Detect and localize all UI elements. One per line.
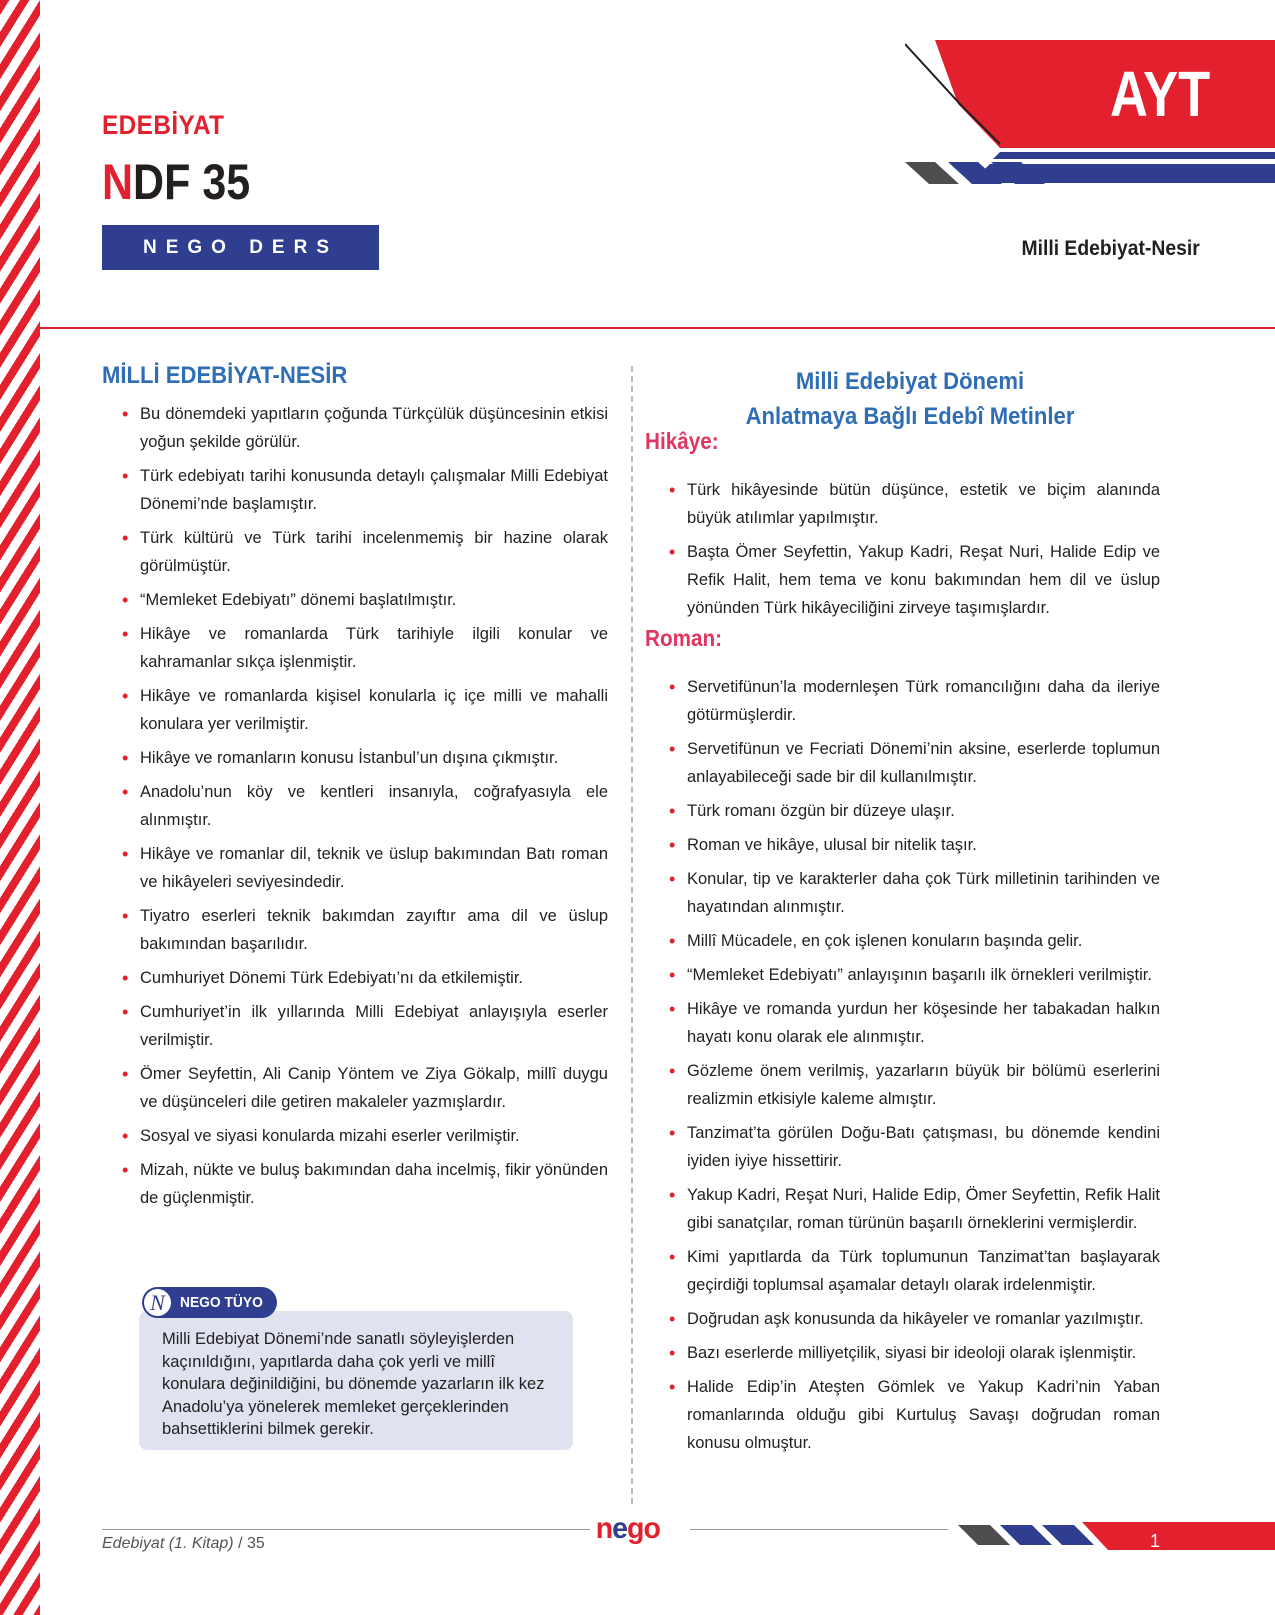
page-number: 1 [1150, 1531, 1161, 1551]
code-first-letter: N [102, 154, 134, 210]
exam-label: AYT [1110, 58, 1211, 130]
story-list [665, 476, 1160, 628]
footer-rule-right [690, 1529, 948, 1530]
ayt-header-graphic [905, 38, 1275, 198]
footer-rule-left [102, 1529, 590, 1530]
decorative-stripe-border [0, 0, 40, 1615]
subject-label: EDEBİYAT [102, 110, 225, 140]
list-item: • Türk kültürü ve Türk tarihi incelenmemiş bir hazine olarak görülmüştür. [118, 524, 608, 580]
nego-logo-icon: N [144, 1289, 171, 1316]
logo-part-e: e [612, 1512, 628, 1545]
code-rest: DF 35 [133, 154, 251, 210]
list-item: • Hikâye ve romanlarda kişisel konularla iç içe milli ve mahalli konulara yer verilmiştir. [118, 682, 608, 738]
list-item: • Bu dönemdeki yapıtların çoğunda Türkçülük düşüncesinin etkisi yoğun şekilde görülür. [118, 400, 608, 456]
left-column [118, 400, 608, 1218]
series-banner: NEGO DERS FÖYÜ [102, 225, 379, 270]
footer-book-number: 35 [246, 1535, 265, 1552]
list-item: • Sosyal ve siyasi konularda mizahi eserler verilmiştir. [118, 1122, 608, 1150]
list-item: • Hikâye ve romanların konusu İstanbul’un dışına çıkmıştır. [118, 744, 608, 772]
list-item: • Türk romanı özgün bir düzeye ulaşır. [665, 797, 1160, 825]
right-title-line1: Milli Edebiyat Dönemi [795, 368, 1025, 395]
list-item: • Hikâye ve romanlar dil, teknik ve üslup bakımından Batı roman ve hikâyeleri seviyesindedir. [118, 840, 608, 896]
list-item: • Yakup Kadri, Reşat Nuri, Halide Edip, Ömer Seyfettin, Refik Halit gibi sanatçılar, roman türünün başarılı örneklerini vermişlerdir. [665, 1181, 1160, 1237]
right-title [650, 364, 1170, 434]
list-item: • Doğrudan aşk konusunda da hikâyeler ve romanlar yazılmıştır. [665, 1305, 1160, 1333]
list-item: • Halide Edip’in Ateşten Gömlek ve Yakup Kadri’nin Yaban romanlarında olduğu gibi Kurtuluş Savaşı doğrudan roman konusu olmuştur. [665, 1373, 1160, 1457]
list-item: • Hikâye ve romanda yurdun her köşesinde her tabakadan halkın hayatı konu olarak ele alınmıştır. [665, 995, 1160, 1051]
logo-part-n: n [595, 1512, 613, 1545]
list-item: • “Memleket Edebiyatı” anlayışının başarılı ilk örnekleri verilmiştir. [665, 961, 1160, 989]
story-heading: Hikâye: [645, 428, 719, 454]
list-item: • Türk hikâyesinde bütün düşünce, estetik ve biçim alanında büyük atılımlar yapılmıştır. [665, 476, 1160, 532]
list-item: • Hikâye ve romanlarda Türk tarihiyle ilgili konular ve kahramanlar sıkça işlenmiştir. [118, 620, 608, 676]
footer-book-reference [102, 1535, 265, 1553]
list-item: • Millî Mücadele, en çok işlenen konuların başında gelir. [665, 927, 1160, 955]
left-heading: MİLLİ EDEBİYAT-NESİR [102, 362, 348, 389]
list-item: • Cumhuriyet’in ilk yıllarında Milli Edebiyat anlayışıyla eserler verilmiştir. [118, 998, 608, 1054]
list-item: • Tanzimat’ta görülen Doğu-Batı çatışması, bu dönemde kendini iyiden iyiye hissettirir. [665, 1119, 1160, 1175]
novel-list [665, 673, 1160, 1463]
list-item: • Tiyatro eserleri teknik bakımdan zayıftır ama dil ve üslup bakımından başarılıdır. [118, 902, 608, 958]
list-item: • Roman ve hikâye, ulusal bir nitelik taşır. [665, 831, 1160, 859]
list-item: • Konular, tip ve karakterler daha çok Türk milletinin tarihinden ve hayatından alınmıştır. [665, 865, 1160, 921]
column-divider [631, 366, 633, 1504]
tip-text: Milli Edebiyat Dönemi’nde sanatlı söyleyişlerden kaçınıldığını, yapıtlarda daha çok yerli ve millî konulara değinildiğini, bu dönemde yazarların ilk kez Anadolu’ya yönelerek memleket gerçeklerinden bahsettiklerini bilmek gerekir. [162, 1330, 545, 1438]
footer-graphic [955, 1522, 1275, 1562]
right-title-line2: Anlatmaya Bağlı Edebî Metinler [745, 403, 1075, 430]
novel-heading: Roman: [645, 625, 723, 651]
list-item: • Anadolu’nun köy ve kentleri insanıyla, coğrafyasıyla ele alınmıştır. [118, 778, 608, 834]
footer-book-title: Edebiyat (1. Kitap) [102, 1535, 234, 1552]
list-item: • Kimi yapıtlarda da Türk toplumunun Tanzimat’tan başlayarak geçirdiği toplumsal aşamalar detaylı olarak irdelenmiştir. [665, 1243, 1160, 1299]
list-item: • Türk edebiyatı tarihi konusunda detaylı çalışmalar Milli Edebiyat Dönemi’nde başlamıştır. [118, 462, 608, 518]
list-item: • Gözleme önem verilmiş, yazarların büyük bir bölümü eserlerini realizmin etkisiyle kaleme almıştır. [665, 1057, 1160, 1113]
footer-separator: / [233, 1535, 247, 1552]
list-item: • Ömer Seyfettin, Ali Canip Yöntem ve Ziya Gökalp, millî duygu ve düşünceleri dile getiren makaleler yazmışlardır. [118, 1060, 608, 1116]
header-divider [40, 327, 1275, 329]
document-code [102, 153, 250, 211]
list-item: • “Memleket Edebiyatı” dönemi başlatılmıştır. [118, 586, 608, 614]
topic-title: Milli Edebiyat-Nesir [1021, 237, 1200, 260]
list-item: • Servetifünun’la modernleşen Türk romancılığını daha da ileriye götürmüşlerdir. [665, 673, 1160, 729]
list-item: • Cumhuriyet Dönemi Türk Edebiyatı’nı da etkilemiştir. [118, 964, 608, 992]
nego-logo [596, 1512, 660, 1546]
tip-label: NEGO TÜYO [180, 1294, 263, 1311]
list-item: • Başta Ömer Seyfettin, Yakup Kadri, Reşat Nuri, Halide Edip ve Refik Halit, hem tema ve konu bakımından hem dil ve üslup yönünden Türk hikâyeciliğini zirveye taşımışlardır. [665, 538, 1160, 622]
list-item: • Servetifünun ve Fecriati Dönemi’nin aksine, eserlerde toplumun anlayabileceği sade bir dil kullanılmıştır. [665, 735, 1160, 791]
list-item: • Bazı eserlerde milliyetçilik, siyasi bir ideoloji olarak işlenmiştir. [665, 1339, 1160, 1367]
list-item: • Mizah, nükte ve buluş bakımından daha incelmiş, fikir yönünden de güçlenmiştir. [118, 1156, 608, 1212]
logo-part-go: go [627, 1512, 660, 1545]
